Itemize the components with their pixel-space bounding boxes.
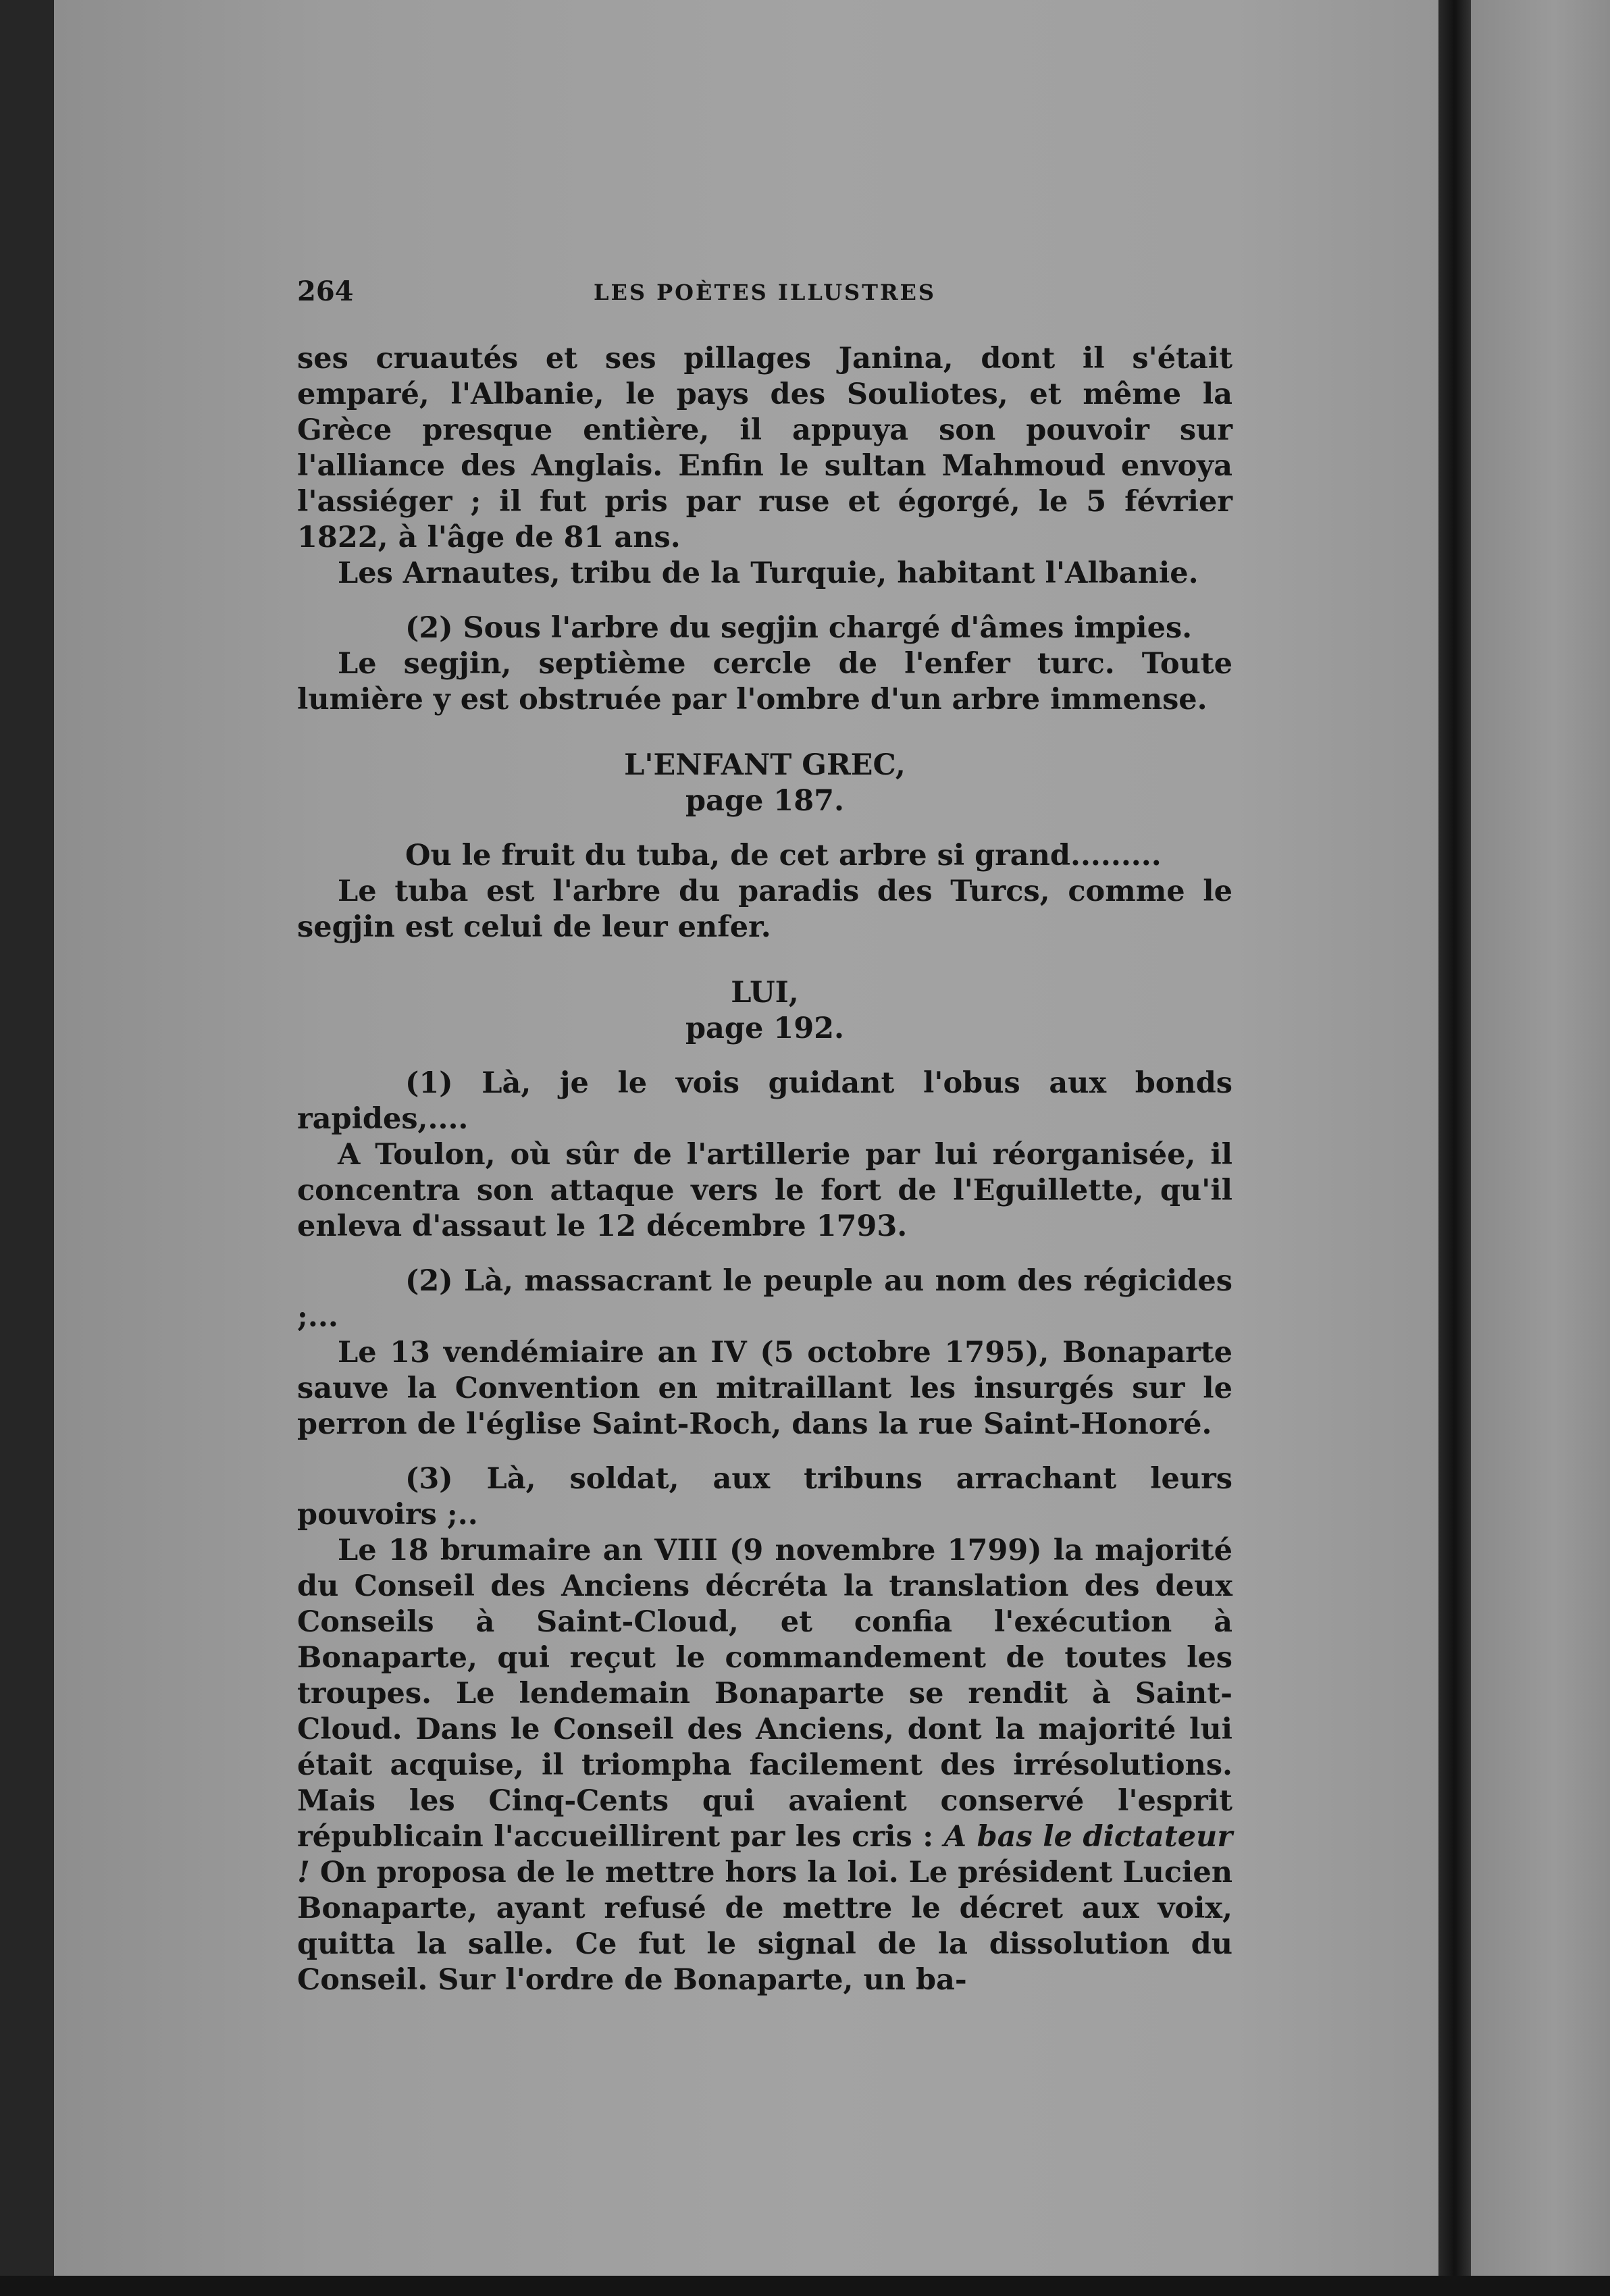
page-header [297, 276, 1232, 316]
running-title: LES POÈTES ILLUSTRES [593, 280, 937, 305]
note-ali-continuation: ses cruautés et ses pillages Janina, dont il s'était emparé, l'Albanie, le pays des Souliotes, et même la Grèce presque entière, il appuya son pouvoir sur l'alliance des Anglais. Enfin le sultan Mahmoud envoya l'assiéger ; il fut pris par ruse et égorgé, le 5 février 1822, à l'âge de 81 ans. [297, 342, 1232, 554]
lui-note1-text: A Toulon, où sûr de l'artillerie par lui réorganisée, il concentra son attaque vers le fort de l'Eguillette, qu'il enleva d'assaut le 12 décembre 1793. [297, 1138, 1232, 1243]
lui-note3-quote: (3) Là, soldat, aux tribuns arrachant leurs pouvoirs ;.. [297, 1462, 1232, 1532]
adjacent-page-edge [1471, 0, 1610, 2276]
note-arnautes: Les Arnautes, tribu de la Turquie, habitant l'Albanie. [338, 556, 1199, 590]
lui-note2-quote: (2) Là, massacrant le peuple au nom des régicides ;... [297, 1264, 1232, 1334]
note2-text: Le segjin, septième cercle de l'enfer turc. Toute lumière y est obstruée par l'ombre d'un arbre immense. [297, 647, 1232, 716]
lui-note1-quote: (1) Là, je le vois guidant l'obus aux bonds rapides,.... [297, 1066, 1232, 1136]
section-page-enfant-grec: page 187. [685, 784, 845, 818]
lui-note3-cry: A bas le dictateur ! [297, 1820, 1232, 1889]
section-page-lui: page 192. [685, 1012, 845, 1045]
enfant-quote: Ou le fruit du tuba, de cet arbre si grand......... [405, 839, 1162, 872]
page-body [297, 341, 1232, 1998]
lui-note3-text-a: Le 18 brumaire an VIII (9 novembre 1799) la majorité du Conseil des Anciens décréta la translation des deux Conseils à Saint-Cloud, et confia l'exécution à Bonaparte, qui reçut le commandement de toutes les troupes. Le lendemain Bonaparte se rendit à Saint-Cloud. Dans le Conseil des Anciens, dont la majorité lui était acquise, il triompha facilement des irrésolutions. Mais les Cinq-Cents qui avaient conservé l'esprit républicain l'accueillirent par les cris : [297, 1534, 1232, 1854]
section-title-enfant-grec: L'ENFANT GREC, [624, 748, 906, 782]
note2-quote: (2) Sous l'arbre du segjin chargé d'âmes impies. [405, 611, 1193, 645]
page-number: 264 [297, 276, 354, 307]
lui-note3-text-b: On proposa de le mettre hors la loi. Le président Lucien Bonaparte, ayant refusé de mettre le décret aux voix, quitta la salle. Ce fut le signal de la dissolution du Conseil. Sur l'ordre de Bonaparte, un ba- [297, 1856, 1232, 1997]
enfant-text: Le tuba est l'arbre du paradis des Turcs, comme le segjin est celui de leur enfer. [297, 875, 1232, 944]
section-title-lui: LUI, [731, 976, 799, 1010]
scan-border-left [0, 0, 54, 2296]
lui-note2-text: Le 13 vendémiaire an IV (5 octobre 1795), Bonaparte sauve la Convention en mitraillant les insurgés sur le perron de l'église Saint-Roch, dans la rue Saint-Honoré. [297, 1336, 1232, 1441]
lui-note3-text [297, 1533, 1232, 1998]
book-gutter [1438, 0, 1471, 2276]
scan-border-bottom [0, 2276, 1610, 2296]
